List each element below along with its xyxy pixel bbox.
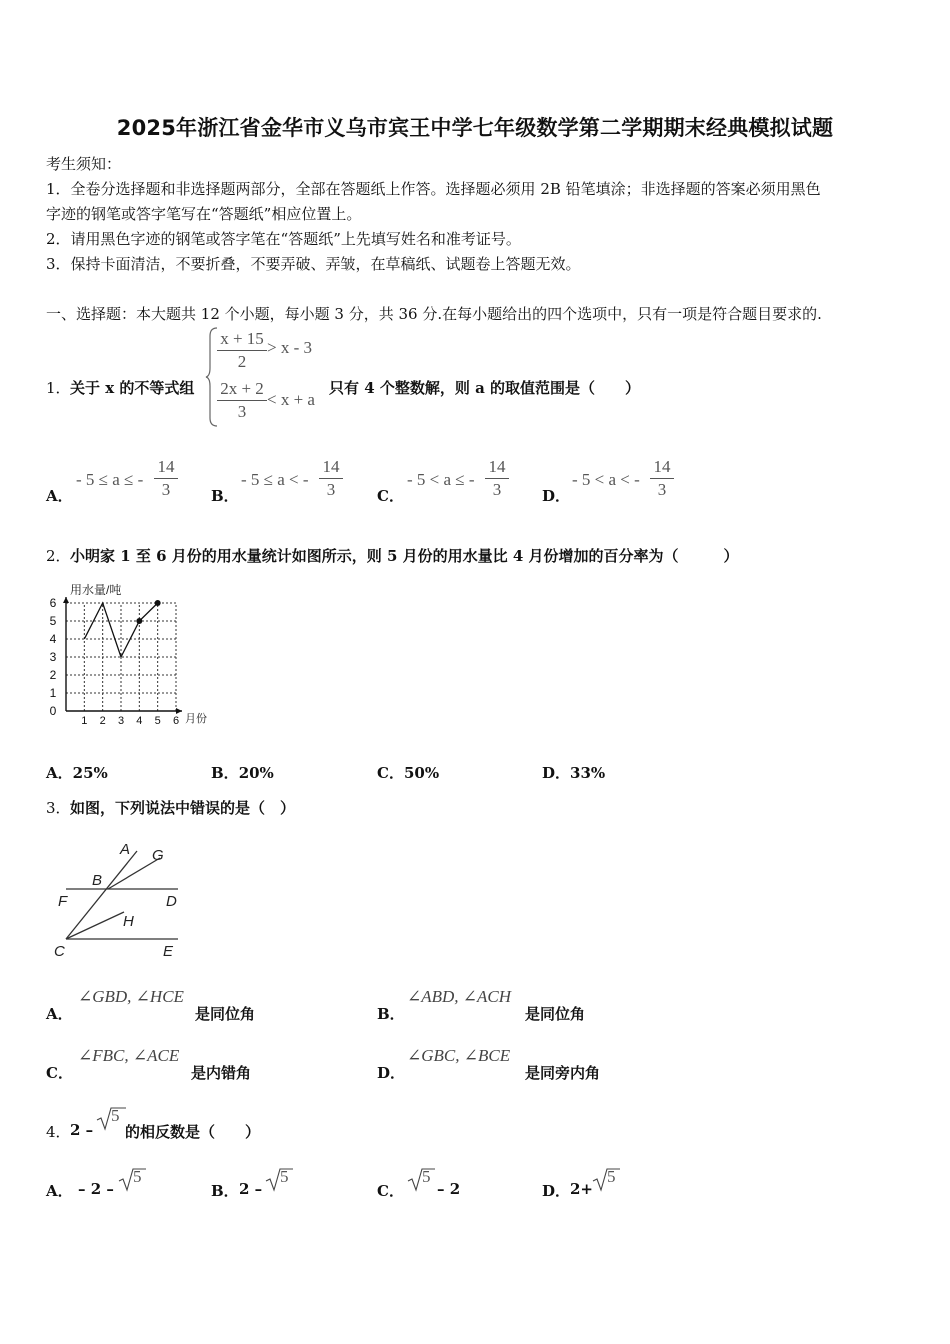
q1-row2-rhs: < x + a	[267, 390, 315, 409]
option-label: D．	[542, 1182, 571, 1200]
fraction-numerator: 14	[154, 456, 178, 479]
fraction-denominator: 3	[161, 480, 171, 499]
option-label: D．	[542, 764, 571, 782]
sqrt-icon	[118, 1167, 146, 1193]
q1-inequality-system	[205, 326, 330, 428]
option-label: C．	[377, 1182, 404, 1200]
option-label: C．	[377, 487, 404, 505]
option-pre: 2+	[570, 1180, 594, 1198]
option-label: C．	[377, 764, 404, 782]
q4-radicand: 5	[111, 1106, 120, 1125]
q4-option-d[interactable]	[542, 1166, 702, 1206]
option-radicand: 5	[607, 1167, 616, 1186]
notice-line-3: 3．保持卡面清洁，不要折叠，不要弄破、弄皱，在草稿纸、试题卷上答题无效。	[46, 255, 581, 273]
q2-number: 2．	[46, 547, 71, 565]
option-expr: ∠GBC, ∠BCE	[407, 1046, 511, 1065]
data-point	[136, 618, 142, 624]
notice-line-2: 2．请用黑色字迹的钢笔或答字笔在“答题纸”上先填写姓名和准考证号。	[46, 230, 521, 248]
y-tick-label: 3	[49, 650, 57, 664]
label-e: E	[163, 943, 174, 960]
q1-row1-rhs: > x - 3	[267, 338, 312, 357]
q4-option-c[interactable]	[377, 1166, 537, 1206]
option-radicand: 5	[422, 1167, 431, 1186]
label-b: B	[92, 872, 103, 889]
option-radicand: 5	[133, 1167, 142, 1186]
option-label: A．	[46, 487, 73, 505]
q1-text-post: 只有 4 个整数解，则 a 的取值范围是（ ）	[329, 379, 641, 397]
option-label: C．	[46, 1064, 73, 1082]
option-text: 50%	[403, 764, 440, 782]
q1-number: 1．	[46, 379, 71, 397]
q1-row1-denominator: 2	[237, 352, 247, 371]
option-label: A．	[46, 1182, 73, 1200]
q1-option-c[interactable]	[377, 456, 537, 512]
chart-y-axis-label: 用水量/吨	[70, 583, 122, 597]
q3-text: 如图，下列说法中错误的是（ ）	[70, 799, 296, 817]
option-label: B．	[211, 764, 239, 782]
option-fraction	[319, 456, 343, 501]
x-tick-label: 6	[172, 715, 180, 727]
notice-heading: 考生须知：	[46, 155, 122, 173]
q1-row2-fraction	[217, 378, 267, 423]
label-h: H	[123, 913, 134, 930]
fraction-denominator: 3	[492, 480, 502, 499]
chart-x-axis-label: 月份	[185, 713, 207, 725]
fraction-numerator: 14	[319, 456, 343, 479]
q2-text: 小明家 1 至 6 月份的用水量统计如图所示，则 5 月份的用水量比 4 月份增加的百分率为（ ）	[70, 547, 739, 565]
y-tick-label: 4	[49, 632, 57, 646]
label-d: D	[166, 893, 177, 910]
q3-option-c[interactable]	[46, 1044, 366, 1084]
option-expr: ∠GBD, ∠HCE	[78, 987, 184, 1006]
option-pre: 2 –	[239, 1180, 263, 1198]
sqrt-icon	[407, 1167, 435, 1193]
option-expr: - 5 ≤ a < -	[241, 470, 309, 489]
q3-option-b[interactable]	[377, 985, 697, 1025]
y-tick-label: 6	[49, 596, 57, 610]
fraction-numerator: 14	[650, 456, 674, 479]
q4-text-pre: 2 –	[70, 1121, 94, 1139]
line-ch	[66, 912, 124, 939]
option-fraction	[485, 456, 509, 501]
q4-option-b[interactable]	[211, 1166, 371, 1206]
option-label: D．	[377, 1064, 406, 1082]
q1-row1-fraction	[217, 328, 267, 373]
q3-option-a[interactable]	[46, 985, 366, 1025]
option-expr: ∠ABD, ∠ACH	[407, 987, 512, 1006]
q3-option-d[interactable]	[377, 1044, 697, 1084]
x-tick-label: 4	[136, 715, 143, 727]
chart-axes	[63, 597, 182, 714]
option-label: A．	[46, 1005, 73, 1023]
x-tick-label: 1	[81, 715, 88, 727]
option-fraction	[650, 456, 674, 501]
q3-number: 3．	[46, 799, 71, 817]
fraction-denominator: 3	[657, 480, 667, 499]
y-axis-arrow	[63, 597, 69, 603]
option-expr: ∠FBC, ∠ACE	[78, 1046, 180, 1065]
water-usage-chart	[44, 580, 219, 728]
chart-series	[84, 600, 160, 657]
q2-option-d[interactable]	[542, 762, 605, 783]
x-axis-arrow	[176, 708, 182, 714]
q4-text-post: 的相反数是（ ）	[125, 1123, 261, 1141]
option-fraction	[154, 456, 178, 501]
option-label: B．	[377, 1005, 405, 1023]
label-g: G	[152, 847, 164, 864]
x-tick-label: 5	[154, 715, 161, 727]
notice-line-1b: 字迹的钢笔或答字笔写在“答题纸”相应位置上。	[46, 205, 362, 223]
option-radicand: 5	[280, 1167, 289, 1186]
option-expr: - 5 < a < -	[572, 470, 640, 489]
q1-option-d[interactable]	[542, 456, 702, 512]
q1-row2-denominator: 3	[237, 402, 247, 421]
option-label: D．	[542, 487, 571, 505]
chart-tick-labels	[50, 596, 179, 727]
option-label: A．	[46, 764, 73, 782]
q3-geometry-figure	[52, 838, 192, 963]
option-text: 20%	[238, 764, 274, 782]
q2-option-c[interactable]	[377, 762, 439, 783]
option-label: B．	[211, 1182, 239, 1200]
option-expr: - 5 ≤ a ≤ -	[76, 470, 144, 489]
option-text: 33%	[570, 764, 606, 782]
option-label: B．	[211, 487, 239, 505]
q1-row1-numerator: x + 15	[217, 328, 267, 351]
option-suffix: 是内错角	[191, 1064, 252, 1082]
q1-text-pre: 关于 x 的不等式组	[70, 379, 195, 397]
label-f: F	[58, 893, 68, 910]
fraction-numerator: 14	[485, 456, 509, 479]
option-suffix: 是同旁内角	[525, 1064, 601, 1082]
option-expr: - 5 < a ≤ -	[407, 470, 475, 489]
label-c: C	[54, 943, 65, 960]
x-tick-label: 3	[117, 715, 125, 727]
q4-option-a[interactable]	[46, 1166, 206, 1206]
x-tick-label: 2	[99, 715, 106, 727]
sqrt-icon	[592, 1167, 620, 1193]
page-title: 2025年浙江省金华市义乌市宾王中学七年级数学第二学期期末经典模拟试题	[116, 116, 834, 140]
option-suffix: 是同位角	[525, 1005, 586, 1023]
data-point	[155, 600, 161, 606]
option-pre: – 2 –	[78, 1180, 114, 1198]
y-tick-label: 1	[49, 686, 57, 700]
option-suffix: 是同位角	[195, 1005, 256, 1023]
y-tick-label: 2	[49, 668, 57, 682]
option-text: 25%	[72, 764, 108, 782]
notice-line-1a: 1．全卷分选择题和非选择题两部分，全部在答题纸上作答。选择题必须用 2B 铅笔填涂；非选择题的答案必须用黑色	[46, 180, 821, 198]
q1-row2-numerator: 2x + 2	[217, 378, 267, 401]
q1-option-b[interactable]	[211, 456, 371, 512]
y-tick-label: 5	[49, 614, 57, 628]
q2-option-a[interactable]	[46, 762, 108, 783]
q2-option-b[interactable]	[211, 762, 274, 783]
y-tick-label: 0	[49, 704, 57, 718]
section-heading: 一、选择题：本大题共 12 个小题，每小题 3 分，共 36 分.在每小题给出的四个选项中，只有一项是符合题目要求的.	[46, 305, 822, 323]
sqrt-icon	[265, 1167, 293, 1193]
q4-number: 4．	[46, 1123, 71, 1141]
q1-option-a[interactable]	[46, 456, 206, 512]
label-a: A	[120, 841, 131, 858]
fraction-denominator: 3	[326, 480, 336, 499]
option-post: – 2	[437, 1180, 461, 1198]
